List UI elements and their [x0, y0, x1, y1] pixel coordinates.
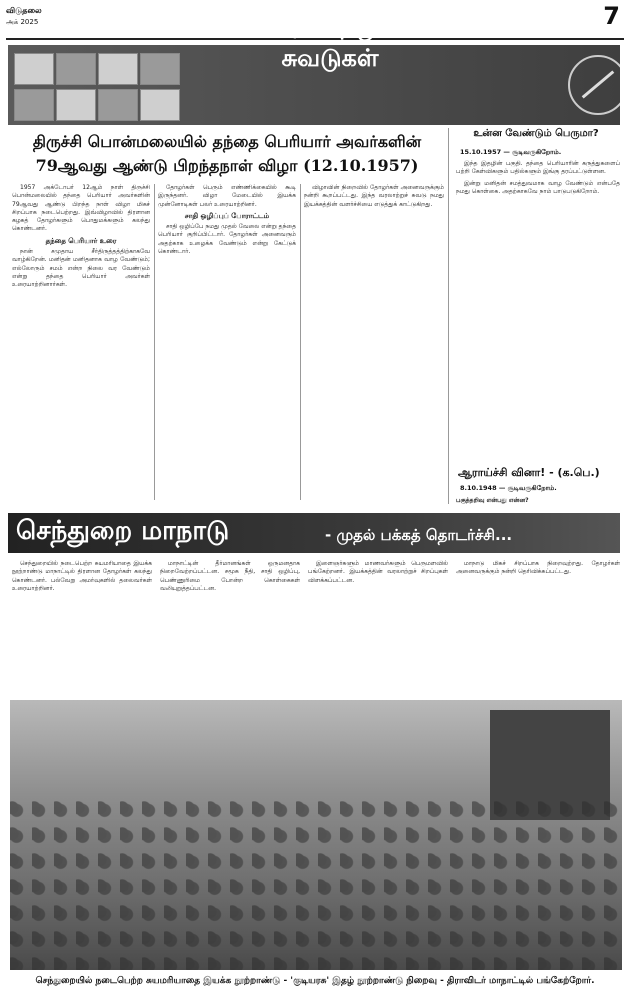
article-subhead: சாதி ஒழிப்புப் போராட்டம் [184, 211, 270, 220]
qa-block [456, 494, 620, 510]
archive-photo [98, 53, 138, 85]
article-paragraph: இந்த இதழின் பகுதி. தந்தை பெரியாரின் கருத்துகளைப் பற்றி கேள்விகளும் பதில்களும் இங்கு தரப்பட்டுள்ளன. [456, 160, 620, 176]
article-subhead: தந்தை பெரியார் உரை [45, 236, 117, 245]
headline-line: 79ஆவது ஆண்டு பிறந்தநாள் விழா (12.10.1957) [35, 156, 419, 175]
compass-icon [568, 55, 620, 115]
conference-subtitle: - முதல் பக்கத் தொடர்ச்சி... [325, 526, 513, 544]
article-paragraph: நான் சமுதாய சீர்திருத்தத்திற்காகவே வாழ்கிறேன். மனிதன் மனிதனாக வாழ வேண்டும்; எல்லோரும் சமம் என்ற நிலை வர வேண்டும் என்று தந்தை பெரியார் அவர்கள் உரையாற்றினார்கள். [12, 248, 150, 289]
article-paragraph: செந்துறையில் நடைபெற்ற சுயமரியாதை இயக்க நூற்றாண்டு மாநாட்டில் திரளான தோழர்கள் கலந்து கொண்டனர். பல்வேறு அமர்வுகளில் தலைவர்கள் உரையாற்றினர். [12, 560, 152, 592]
paper-name: விடுதலை [6, 6, 42, 15]
article-column-1 [12, 184, 150, 500]
archive-photo [140, 53, 180, 85]
research-question-date: 8.10.1948 — சூடிவருகிறோம். [460, 484, 557, 492]
right-column-heading: உன்ன வேண்டும் பெருமா? [473, 128, 599, 139]
archive-photo [140, 89, 180, 121]
archive-photo [56, 53, 96, 85]
article-paragraph: 1957 அக்டோபர் 12ஆம் நாள் திருச்சி பொன்மலையில் தந்தை பெரியார் அவர்களின் 79ஆவது ஆண்டு பிறந்த நாள் விழா மிகச் சிறப்பாக நடைபெற்றது. இவ்விழாவில் திரளான கழகத் தோழர்களும் பொதுமக்களும் கலந்து கொண்டனர். [12, 184, 150, 233]
article-paragraph: சாதி ஒழிப்பே நமது முதல் வேலை என்று தந்தை பெரியார் குறிப்பிட்டார். தோழர்கள் அனைவரும் அதற்காக உழைக்க வேண்டும் என்று கேட்டுக் கொண்டார். [158, 223, 296, 256]
conference-column-3 [308, 560, 448, 692]
conference-title: செந்துறை மாநாடு [16, 516, 230, 546]
page-number: 7 [603, 2, 620, 30]
archive-photo [98, 89, 138, 121]
column-divider [154, 184, 155, 500]
paper-date: அக் 2025 [6, 18, 39, 26]
banner-subtitle: சுவடுகள் [281, 44, 379, 72]
archive-photo [56, 89, 96, 121]
photo-caption: செந்துறையில் நடைபெற்ற சுயமரியாதை இயக்க நூற்றாண்டு - 'குடியரசு' இதழ் நூற்றாண்டு நிறைவு - திராவிடர் மாநாட்டில் பங்கேற்றோர். [35, 976, 595, 986]
headline-line: திருச்சி பொன்மலையில் தந்தை பெரியார் அவர்களின் [32, 132, 422, 151]
archive-photo [14, 53, 54, 85]
conference-column-4 [456, 560, 620, 692]
article-headline [12, 130, 442, 178]
research-question-heading: ஆராய்ச்சி வினா! - (க.பெ.) [458, 466, 600, 479]
column-divider [448, 128, 449, 504]
archive-photo [14, 89, 54, 121]
article-paragraph: மாநாட்டின் தீர்மானங்கள் ஒருமனதாக நிறைவேற்றப்பட்டன. சமூக நீதி, சாதி ஒழிப்பு, பெண்ணுரிமை போன்ற கொள்கைகள் வலியுறுத்தப்பட்டன. [160, 560, 300, 592]
question: பகுத்தறிவு என்பது என்ன? [456, 497, 529, 504]
article-paragraph: இன்று மனிதன் சமத்துவமாக வாழ வேண்டும் என்பதே நமது கொள்கை. அதற்காகவே நாம் பாடுபடுகிறோம். [456, 179, 620, 195]
crowd [10, 800, 622, 970]
right-column-text [456, 160, 620, 460]
article-paragraph: மாநாடு மிகச் சிறப்பாக நிறைவுற்றது. தோழர்கள் அனைவருக்கும் நன்றி தெரிவிக்கப்பட்டது. [456, 560, 620, 576]
article-paragraph: இளைஞர்களும் மாணவர்களும் பெருமளவில் பங்கேற்றனர். இயக்கத்தின் வரலாற்றுச் சிறப்புகள் விளக்கப்பட்டன. [308, 560, 448, 584]
right-column-date: 15.10.1957 — சூடிவருகிறோம். [460, 148, 562, 156]
conference-photo [10, 700, 622, 970]
article-paragraph: தோழர்கள் பெரும் எண்ணிக்கையில் கூடி இருந்தனர். விழா மேடையில் இயக்க முன்னோடிகள் பலர் உரையாற்றினர். [158, 184, 296, 208]
column-divider [300, 184, 301, 500]
article-column-2 [158, 184, 296, 500]
article-paragraph: விழாவின் நிறைவில் தோழர்கள் அனைவருக்கும் நன்றி கூறப்பட்டது. இந்த வரலாற்றுச் சுவடு நமது இயக்கத்தின் வளர்ச்சியை எடுத்துக் காட்டுகிறது. [304, 184, 444, 208]
conference-column-2 [160, 560, 300, 692]
conference-column-1 [12, 560, 152, 692]
banner-title: வரலாற்றுச் [263, 10, 397, 40]
article-column-3 [304, 184, 444, 500]
